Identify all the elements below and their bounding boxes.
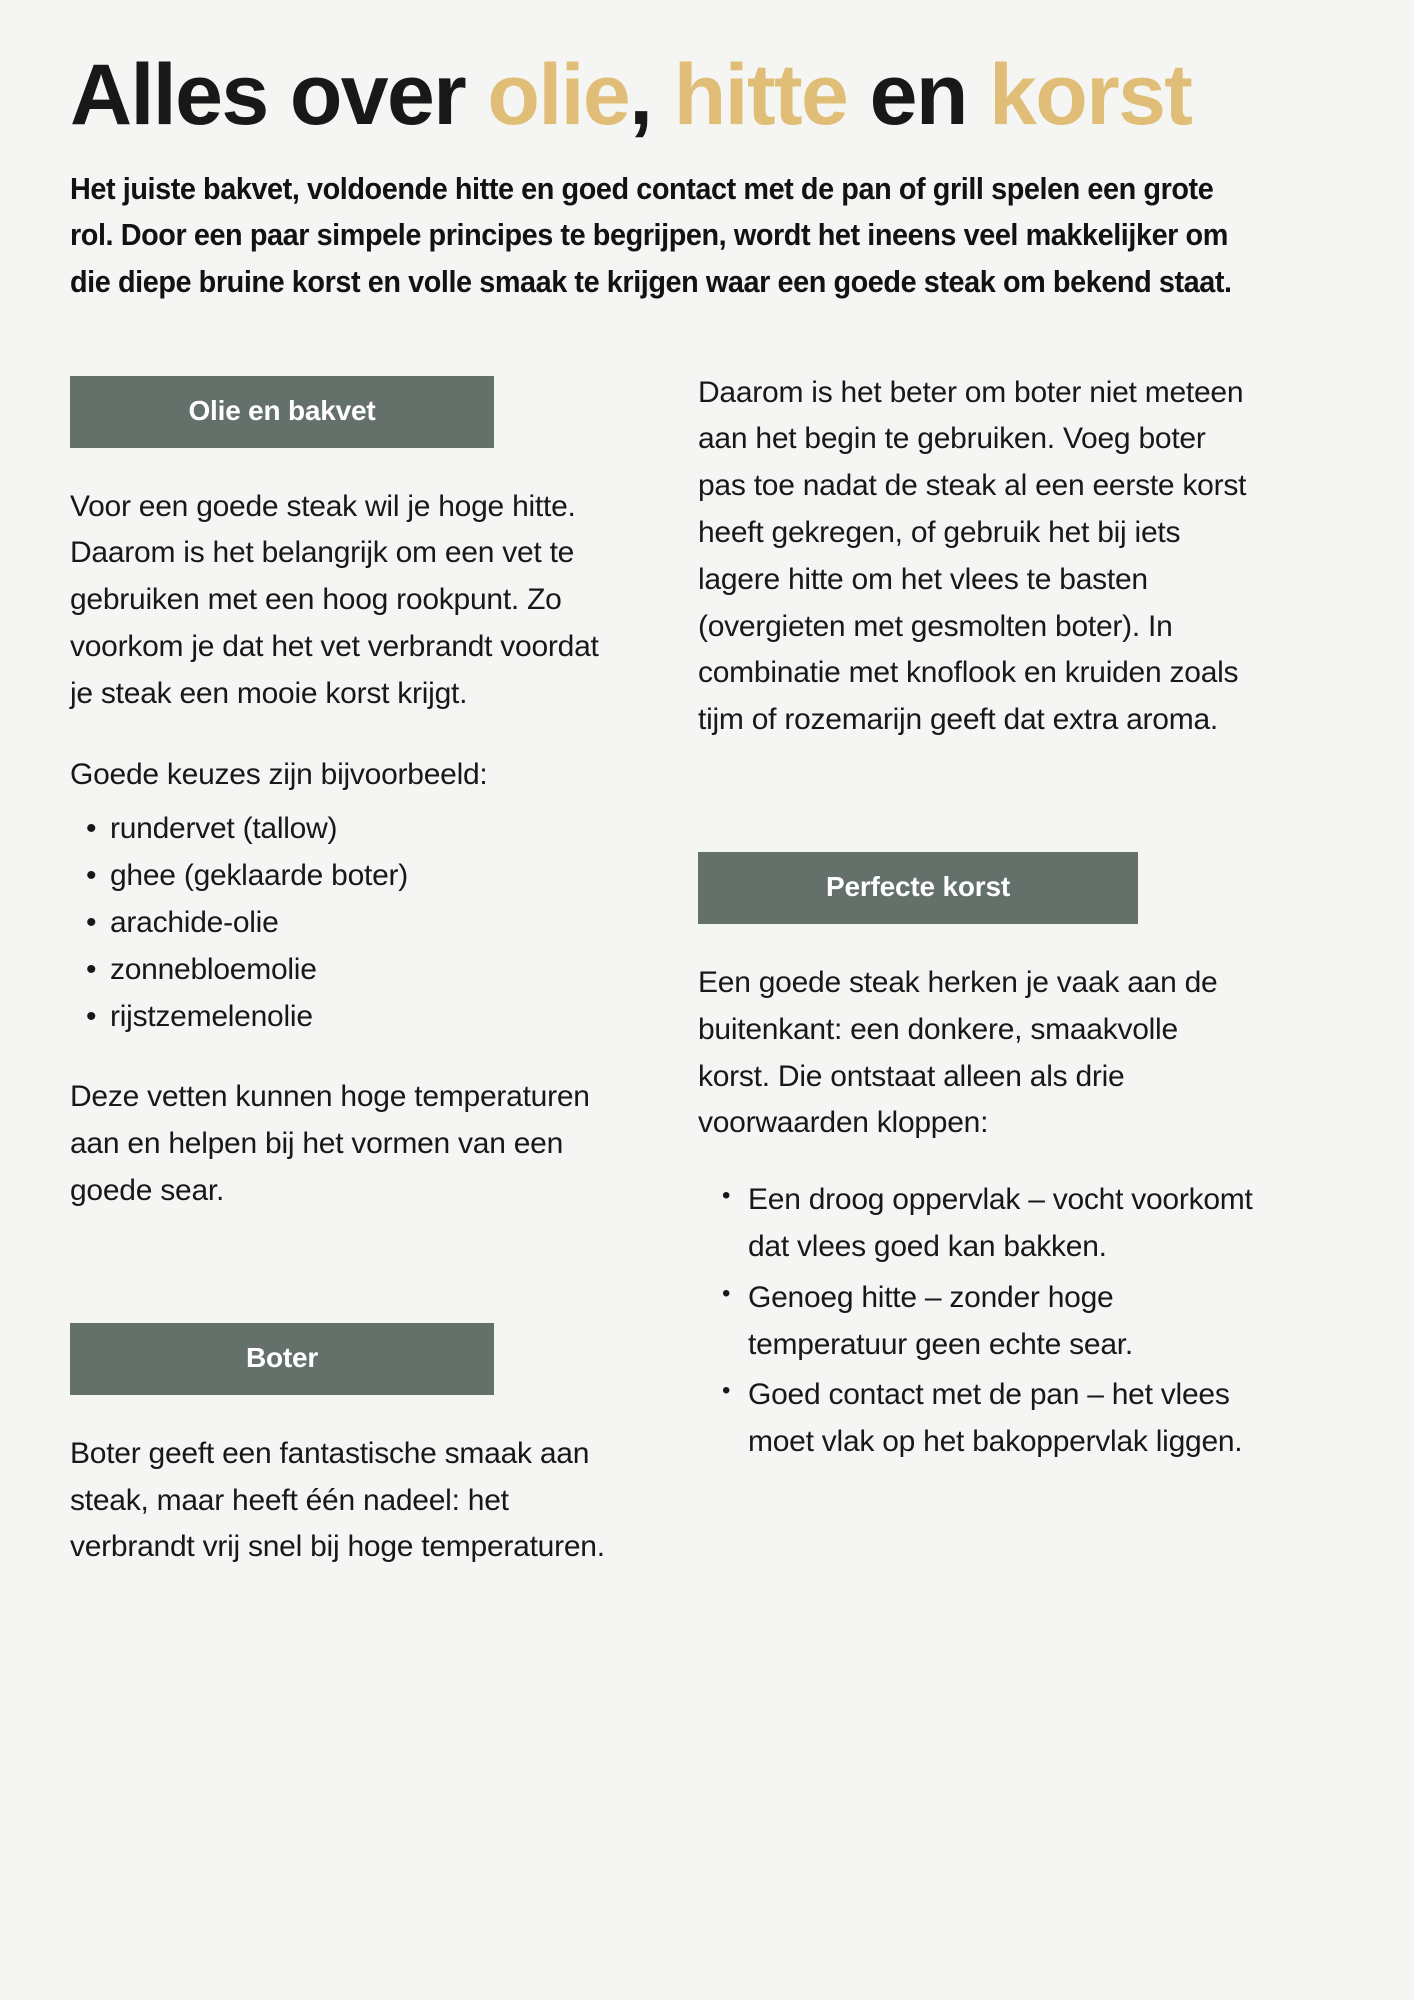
section-heading-olie-en-bakvet: Olie en bakvet: [70, 376, 494, 448]
intro-paragraph: Het juiste bakvet, voldoende hitte en goed contact met de pan of grill spelen een grote rol. Door een paar simpele principes te begrijpen, wordt het ineens veel makkelijker om die diepe bruine korst en volle smaak te krijgen waar een goede steak om bekend staat.: [70, 171, 1232, 300]
list-item: • rundervet (tallow): [70, 806, 626, 853]
two-column-layout: [70, 370, 1348, 1572]
title-part-plain-3: en: [847, 47, 990, 143]
list-item: • arachide-olie: [70, 900, 626, 947]
right-column: [698, 370, 1254, 1470]
page-title: [70, 47, 1348, 143]
list-item: • Een droog oppervlak – vocht voorkomt dat vlees goed kan bakken.: [698, 1177, 1254, 1271]
olie-list-intro: Goede keuzes zijn bijvoorbeeld:: [70, 757, 488, 791]
list-item: • Goed contact met de pan – het vlees moet vlak op het bakoppervlak liggen.: [698, 1372, 1254, 1466]
korst-paragraph-1: Een goede steak herken je vaak aan de buitenkant: een donkere, smaakvolle korst. Die ontstaat alleen als drie voorwaarden kloppen:: [698, 966, 1218, 1140]
left-column: [70, 370, 626, 1572]
list-item: • rijstzemelenolie: [70, 994, 626, 1041]
list-item: • ghee (geklaarde boter): [70, 853, 626, 900]
boter-vervolg-paragraph: Daarom is het beter om boter niet meteen aan het begin te gebruiken. Voeg boter pas toe nadat de steak al een eerste korst heeft gekregen, of gebruik het bij iets lagere hitte om het vlees te basten (overgieten met gesmolten boter). In combinatie met knoflook en kruiden zoals tijm of rozemarijn geeft dat extra aroma.: [698, 375, 1247, 737]
section-heading-boter: Boter: [70, 1323, 494, 1395]
olie-paragraph-1: Voor een goede steak wil je hoge hitte. Daarom is het belangrijk om een vet te gebruiken met een hoog rookpunt. Zo voorkom je dat het vet verbrandt voordat je steak een mooie korst krijgt.: [70, 489, 599, 710]
title-part-plain-1: Alles over: [70, 47, 488, 143]
title-part-accent-olie: olie: [487, 47, 630, 143]
section-spacer: [698, 778, 1254, 852]
boter-paragraph-1: Boter geeft een fantastische smaak aan steak, maar heeft één nadeel: het verbrandt vrij snel bij hoge temperaturen.: [70, 1436, 605, 1564]
korst-conditions-list: [698, 1177, 1254, 1466]
section-heading-perfecte-korst: Perfecte korst: [698, 852, 1138, 924]
title-part-accent-hitte: hitte: [673, 47, 848, 143]
olie-fat-list: [70, 806, 626, 1040]
olie-paragraph-2: Deze vetten kunnen hoge temperaturen aan en helpen bij het vormen van een goede sear.: [70, 1080, 590, 1208]
list-item: • Genoeg hitte – zonder hoge temperatuur geen echte sear.: [698, 1275, 1254, 1369]
list-item: • zonnebloemolie: [70, 947, 626, 994]
title-part-plain-2: ,: [629, 47, 674, 143]
section-spacer: [70, 1249, 626, 1323]
title-part-accent-korst: korst: [989, 47, 1192, 143]
